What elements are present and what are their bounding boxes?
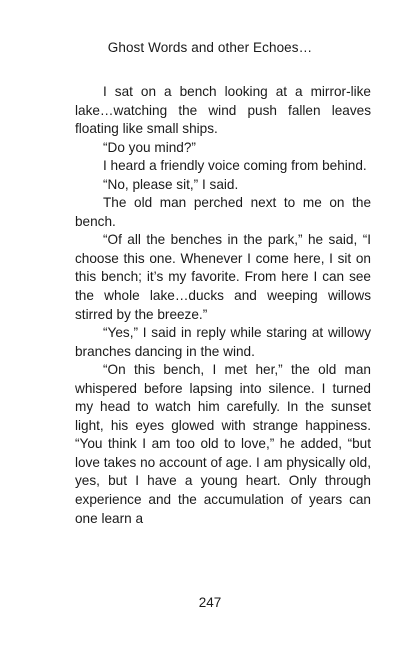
- body-text: [75, 83, 371, 528]
- running-title: Ghost Words and other Echoes…: [107, 40, 313, 55]
- page-number: 247: [198, 595, 222, 610]
- paragraph: “Do you mind?”: [103, 139, 196, 155]
- paragraph: I heard a friendly voice coming from behind.: [103, 158, 367, 174]
- paragraph: I sat on a bench looking at a mirror-like lake…watching the wind push fallen leaves floating like small ships.: [75, 84, 371, 137]
- paragraph: “Yes,” I said in reply while staring at willowy branches dancing in the wind.: [75, 325, 371, 359]
- paragraph: The old man perched next to me on the bench.: [75, 195, 371, 229]
- paragraph: “On this bench, I met her,” the old man whispered before lapsing into silence. I turned my head to watch him carefully. In the sunset light, his eyes glowed with strange happiness. “You think I am too old to love,” he added, “but love takes no account of age. I am physically old, yes, but I have a young heart. Only through experience and the accumulation of years can one learn a: [75, 362, 371, 526]
- paragraph: “Of all the benches in the park,” he said, “I choose this one. Whenever I come here, I sit on this bench; it’s my favorite. From here I can see the whole lake…ducks and weeping willows stirred by the breeze.”: [75, 232, 371, 322]
- paragraph: “No, please sit,” I said.: [103, 176, 239, 192]
